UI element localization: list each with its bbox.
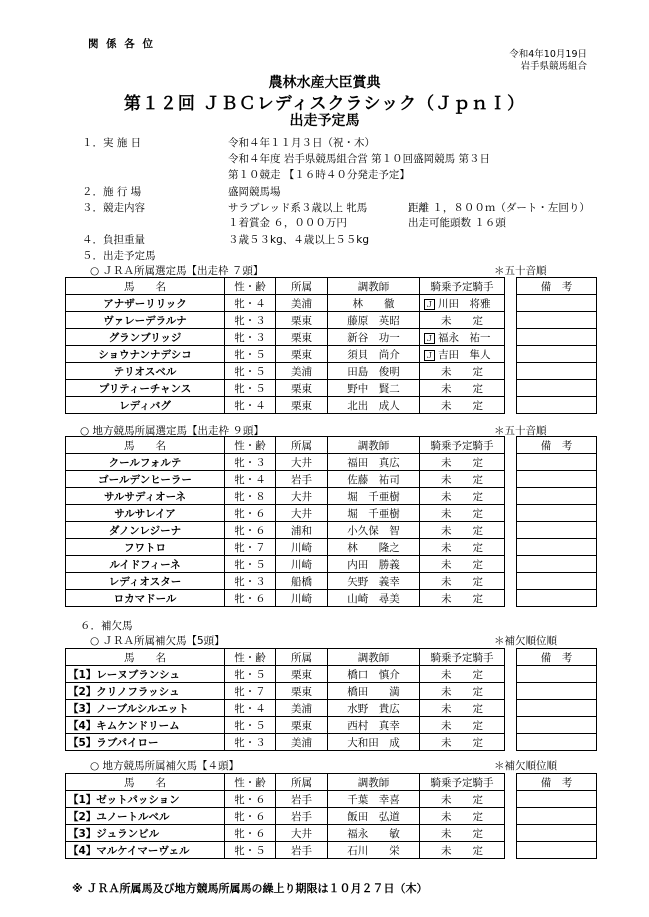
- col-trainer: 調教師: [328, 649, 420, 666]
- trainer: 林 徹: [328, 295, 420, 312]
- info-race: 第１０競走 【１６時４０分発走予定】: [228, 169, 410, 181]
- title-line1: 農林水産大臣賞典: [268, 75, 381, 91]
- section-jra-selected-note: ＊五十音順: [494, 265, 547, 277]
- sex-age: 牝・６: [225, 825, 276, 842]
- sex-age: 牝・５: [225, 556, 276, 573]
- jockey: 未 定: [420, 666, 505, 683]
- table-header-row: [66, 278, 597, 295]
- table-row: [66, 454, 597, 471]
- affiliation: 栗東: [276, 346, 328, 363]
- affiliation: 川崎: [276, 556, 328, 573]
- remarks: [517, 808, 597, 825]
- trainer: 飯田 弘道: [328, 808, 420, 825]
- remarks: [517, 734, 597, 751]
- affiliation: 美浦: [276, 363, 328, 380]
- remarks: [517, 505, 597, 522]
- remarks: [517, 454, 597, 471]
- table-header-row: [66, 649, 597, 666]
- jockey: 未 定: [420, 556, 505, 573]
- col-affil: 所属: [276, 278, 328, 295]
- trainer: 千葉 幸喜: [328, 791, 420, 808]
- jockey: 未 定: [420, 471, 505, 488]
- trainer: 須貝 尚介: [328, 346, 420, 363]
- jockey: 未 定: [420, 380, 505, 397]
- table-row: [66, 573, 597, 590]
- table-row: [66, 346, 597, 363]
- horse-name: ルイドフィーネ: [66, 556, 225, 573]
- info-label-date: １．実 施 日: [82, 137, 142, 149]
- col-affil: 所属: [276, 649, 328, 666]
- section-jra-selected-label: ○ ＪＲＡ所属選定馬【出走枠 ７頭】: [90, 265, 264, 277]
- jockey: 未 定: [420, 363, 505, 380]
- trainer: 西村 真幸: [328, 717, 420, 734]
- section-nar-selected-label: ○ 地方競馬所属選定馬【出走枠 ９頭】: [80, 425, 264, 437]
- horse-name: 【1】レーヌブランシュ: [66, 666, 225, 683]
- col-remarks: 備 考: [517, 278, 597, 295]
- remarks: [517, 539, 597, 556]
- table-header-row: [66, 437, 597, 454]
- jockey-name: 福永 祐一: [438, 331, 491, 344]
- col-horse: 馬 名: [66, 437, 225, 454]
- table-row: [66, 666, 597, 683]
- affiliation: 美浦: [276, 295, 328, 312]
- sex-age: 牝・４: [225, 295, 276, 312]
- table-row: [66, 397, 597, 414]
- info-weight: ３歳５３kg、４歳以上５５kg: [228, 234, 369, 246]
- trainer: 北出 成人: [328, 397, 420, 414]
- affiliation: 川崎: [276, 539, 328, 556]
- sex-age: 牝・８: [225, 488, 276, 505]
- col-remarks: 備 考: [517, 437, 597, 454]
- remarks: [517, 329, 597, 346]
- section-nar-reserve-note: ＊補欠順位順: [494, 760, 557, 772]
- affiliation: 大井: [276, 505, 328, 522]
- trainer: 新谷 功一: [328, 329, 420, 346]
- jra-selected-table: [65, 277, 597, 414]
- sex-age: 牝・５: [225, 363, 276, 380]
- sex-age: 牝・５: [225, 346, 276, 363]
- table-row: [66, 717, 597, 734]
- col-jockey: 騎乗予定騎手: [420, 278, 505, 295]
- horse-name: サルサディオーネ: [66, 488, 225, 505]
- affiliation: 岩手: [276, 808, 328, 825]
- col-remarks: 備 考: [517, 774, 597, 791]
- horse-name: 【1】ゼットパッション: [66, 791, 225, 808]
- info-meeting: 令和４年度 岩手県競馬組合営 第１０回盛岡競馬 第３日: [228, 153, 491, 165]
- horse-name: 【4】マルケイマーヴェル: [66, 842, 225, 859]
- trainer: 橋田 満: [328, 683, 420, 700]
- trainer: 内田 勝義: [328, 556, 420, 573]
- trainer: 石川 栄: [328, 842, 420, 859]
- issue-date: 令和4年10月19日: [509, 49, 587, 60]
- table-row: [66, 556, 597, 573]
- horse-name: サルサレイア: [66, 505, 225, 522]
- jockey: 未 定: [420, 397, 505, 414]
- jockey: 未 定: [420, 573, 505, 590]
- affiliation: 美浦: [276, 734, 328, 751]
- horse-name: 【3】ノーブルシルエット: [66, 700, 225, 717]
- sex-age: 牝・３: [225, 573, 276, 590]
- jockey: 未 定: [420, 842, 505, 859]
- col-horse: 馬 名: [66, 649, 225, 666]
- remarks: [517, 397, 597, 414]
- table-row: [66, 471, 597, 488]
- remarks: [517, 556, 597, 573]
- col-jockey: 騎乗予定騎手: [420, 774, 505, 791]
- remarks: [517, 346, 597, 363]
- affiliation: 船橋: [276, 573, 328, 590]
- affiliation: 栗東: [276, 380, 328, 397]
- horse-name: グランブリッジ: [66, 329, 225, 346]
- info-venue: 盛岡競馬場: [228, 186, 281, 198]
- trainer: 田島 俊明: [328, 363, 420, 380]
- trainer: 佐藤 祐司: [328, 471, 420, 488]
- remarks: [517, 488, 597, 505]
- trainer: 堀 千亜樹: [328, 505, 420, 522]
- horse-name: レディバグ: [66, 397, 225, 414]
- affiliation: 栗東: [276, 666, 328, 683]
- jra-jockey-mark: Ｊ: [425, 299, 434, 309]
- trainer: 堀 千亜樹: [328, 488, 420, 505]
- remarks: [517, 380, 597, 397]
- remarks: [517, 522, 597, 539]
- col-remarks: 備 考: [517, 649, 597, 666]
- jra-jockey-mark: Ｊ: [425, 333, 434, 343]
- col-affil: 所属: [276, 437, 328, 454]
- sex-age: 牝・４: [225, 471, 276, 488]
- table-row: [66, 295, 597, 312]
- sex-age: 牝・５: [225, 717, 276, 734]
- affiliation: 浦和: [276, 522, 328, 539]
- sex-age: 牝・６: [225, 808, 276, 825]
- table-row: [66, 734, 597, 751]
- table-row: [66, 380, 597, 397]
- remarks: [517, 471, 597, 488]
- trainer: 福田 真広: [328, 454, 420, 471]
- addressee: 関 係 各 位: [88, 38, 155, 50]
- affiliation: 岩手: [276, 842, 328, 859]
- info-label-entries: ５．出走予定馬: [82, 250, 156, 262]
- jra-jockey-mark: Ｊ: [425, 350, 434, 360]
- jockey: [420, 329, 505, 346]
- trainer: 矢野 義幸: [328, 573, 420, 590]
- sex-age: 牝・５: [225, 842, 276, 859]
- jockey: 未 定: [420, 539, 505, 556]
- sex-age: 牝・５: [225, 666, 276, 683]
- jockey: 未 定: [420, 717, 505, 734]
- remarks: [517, 312, 597, 329]
- table-row: [66, 522, 597, 539]
- info-distance: 距離 １，８００ｍ（ダート・左回り）: [408, 202, 590, 214]
- jockey: 未 定: [420, 808, 505, 825]
- section-jra-reserve-note: ＊補欠順位順: [494, 635, 557, 647]
- horse-name: 【5】ラブパイロー: [66, 734, 225, 751]
- affiliation: 栗東: [276, 329, 328, 346]
- footer-note: ※ ＪＲＡ所属馬及び地方競馬所属馬の繰上り期限は１０月２７日（木）: [72, 882, 428, 895]
- title-line2: 第１２回 ＪＢＣレディスクラシック（ＪｐｎＩ）: [123, 94, 526, 114]
- nar-reserve-table: [65, 773, 597, 859]
- horse-name: 【2】クリノフラッシュ: [66, 683, 225, 700]
- horse-name: ショウナンナデシコ: [66, 346, 225, 363]
- info-conditions: サラブレッド系３歳以上 牝馬: [228, 202, 368, 214]
- table-row: [66, 700, 597, 717]
- affiliation: 栗東: [276, 683, 328, 700]
- jockey: 未 定: [420, 488, 505, 505]
- remarks: [517, 590, 597, 607]
- col-horse: 馬 名: [66, 278, 225, 295]
- horse-name: ダノンレジーナ: [66, 522, 225, 539]
- col-sexage: 性・齢: [225, 649, 276, 666]
- info-runners: 出走可能頭数 １６頭: [408, 217, 506, 229]
- col-trainer: 調教師: [328, 278, 420, 295]
- affiliation: 栗東: [276, 312, 328, 329]
- trainer: 林 隆之: [328, 539, 420, 556]
- trainer: 山崎 尋美: [328, 590, 420, 607]
- horse-name: ロカマドール: [66, 590, 225, 607]
- remarks: [517, 700, 597, 717]
- trainer: 水野 貴広: [328, 700, 420, 717]
- table-row: [66, 539, 597, 556]
- sex-age: 牝・３: [225, 734, 276, 751]
- remarks: [517, 573, 597, 590]
- table-row: [66, 590, 597, 607]
- horse-name: ゴールデンヒーラー: [66, 471, 225, 488]
- jockey: 未 定: [420, 522, 505, 539]
- affiliation: 大井: [276, 825, 328, 842]
- jockey: [420, 295, 505, 312]
- affiliation: 岩手: [276, 791, 328, 808]
- jockey-name: 川田 将雅: [438, 297, 491, 310]
- table-header-row: [66, 774, 597, 791]
- remarks: [517, 666, 597, 683]
- trainer: 橋口 慎介: [328, 666, 420, 683]
- table-row: [66, 825, 597, 842]
- sex-age: 牝・４: [225, 397, 276, 414]
- horse-name: 【3】ジュランビル: [66, 825, 225, 842]
- sex-age: 牝・６: [225, 522, 276, 539]
- jockey: 未 定: [420, 683, 505, 700]
- trainer: 大和田 成: [328, 734, 420, 751]
- jockey: [420, 346, 505, 363]
- col-trainer: 調教師: [328, 774, 420, 791]
- affiliation: 美浦: [276, 700, 328, 717]
- sex-age: 牝・５: [225, 380, 276, 397]
- col-sexage: 性・齢: [225, 278, 276, 295]
- remarks: [517, 842, 597, 859]
- table-row: [66, 312, 597, 329]
- horse-name: プリティーチャンス: [66, 380, 225, 397]
- trainer: 野中 賢二: [328, 380, 420, 397]
- jockey: 未 定: [420, 700, 505, 717]
- table-row: [66, 683, 597, 700]
- sex-age: 牝・３: [225, 329, 276, 346]
- jockey: 未 定: [420, 590, 505, 607]
- horse-name: フワトロ: [66, 539, 225, 556]
- section-nar-reserve-label: ○ 地方競馬所属補欠馬【４頭】: [90, 760, 239, 772]
- table-row: [66, 842, 597, 859]
- remarks: [517, 295, 597, 312]
- horse-name: 【4】キムケンドリーム: [66, 717, 225, 734]
- jockey: 未 定: [420, 312, 505, 329]
- remarks: [517, 717, 597, 734]
- trainer: 藤原 英昭: [328, 312, 420, 329]
- affiliation: 栗東: [276, 397, 328, 414]
- horse-name: テリオスベル: [66, 363, 225, 380]
- info-label-content: ３．競走内容: [82, 202, 145, 214]
- sex-age: 牝・６: [225, 590, 276, 607]
- horse-name: アナザーリリック: [66, 295, 225, 312]
- info-prize: １着賞金 ６，０００万円: [228, 217, 347, 229]
- section-jra-reserve-label: ○ ＪＲＡ所属補欠馬【5頭】: [90, 635, 225, 647]
- jockey: 未 定: [420, 454, 505, 471]
- jockey: 未 定: [420, 505, 505, 522]
- col-jockey: 騎乗予定騎手: [420, 437, 505, 454]
- jockey: 未 定: [420, 825, 505, 842]
- jockey: 未 定: [420, 734, 505, 751]
- section-nar-selected-note: ＊五十音順: [494, 425, 547, 437]
- sex-age: 牝・７: [225, 539, 276, 556]
- trainer: 小久保 智: [328, 522, 420, 539]
- affiliation: 岩手: [276, 471, 328, 488]
- horse-name: ヴァレーデラルナ: [66, 312, 225, 329]
- affiliation: 栗東: [276, 717, 328, 734]
- info-label-weight: ４．負担重量: [82, 234, 145, 246]
- info-date: 令和４年１１月３日（祝・木）: [228, 137, 375, 149]
- remarks: [517, 825, 597, 842]
- remarks: [517, 791, 597, 808]
- horse-name: レディオスター: [66, 573, 225, 590]
- sex-age: 牝・４: [225, 700, 276, 717]
- trainer: 福永 敏: [328, 825, 420, 842]
- table-row: [66, 808, 597, 825]
- remarks: [517, 363, 597, 380]
- col-trainer: 調教師: [328, 437, 420, 454]
- col-horse: 馬 名: [66, 774, 225, 791]
- affiliation: 川崎: [276, 590, 328, 607]
- sex-age: 牝・３: [225, 312, 276, 329]
- col-jockey: 騎乗予定騎手: [420, 649, 505, 666]
- table-row: [66, 363, 597, 380]
- sex-age: 牝・７: [225, 683, 276, 700]
- sex-age: 牝・６: [225, 505, 276, 522]
- sex-age: 牝・３: [225, 454, 276, 471]
- issuer: 岩手県競馬組合: [520, 61, 587, 72]
- horse-name: 【2】ユノートルベル: [66, 808, 225, 825]
- nar-selected-table: [65, 436, 597, 607]
- info-label-venue: ２．施 行 場: [82, 186, 142, 198]
- col-sexage: 性・齢: [225, 774, 276, 791]
- table-row: [66, 488, 597, 505]
- table-row: [66, 329, 597, 346]
- table-row: [66, 791, 597, 808]
- remarks: [517, 683, 597, 700]
- table-row: [66, 505, 597, 522]
- horse-name: クールフォルテ: [66, 454, 225, 471]
- title-line3: 出走予定馬: [289, 113, 360, 129]
- info-label-reserve: ６．補欠馬: [80, 620, 133, 632]
- jockey-name: 吉田 隼人: [438, 348, 491, 361]
- affiliation: 大井: [276, 488, 328, 505]
- col-affil: 所属: [276, 774, 328, 791]
- affiliation: 大井: [276, 454, 328, 471]
- col-sexage: 性・齢: [225, 437, 276, 454]
- jockey: 未 定: [420, 791, 505, 808]
- jra-reserve-table: [65, 648, 597, 751]
- sex-age: 牝・６: [225, 791, 276, 808]
